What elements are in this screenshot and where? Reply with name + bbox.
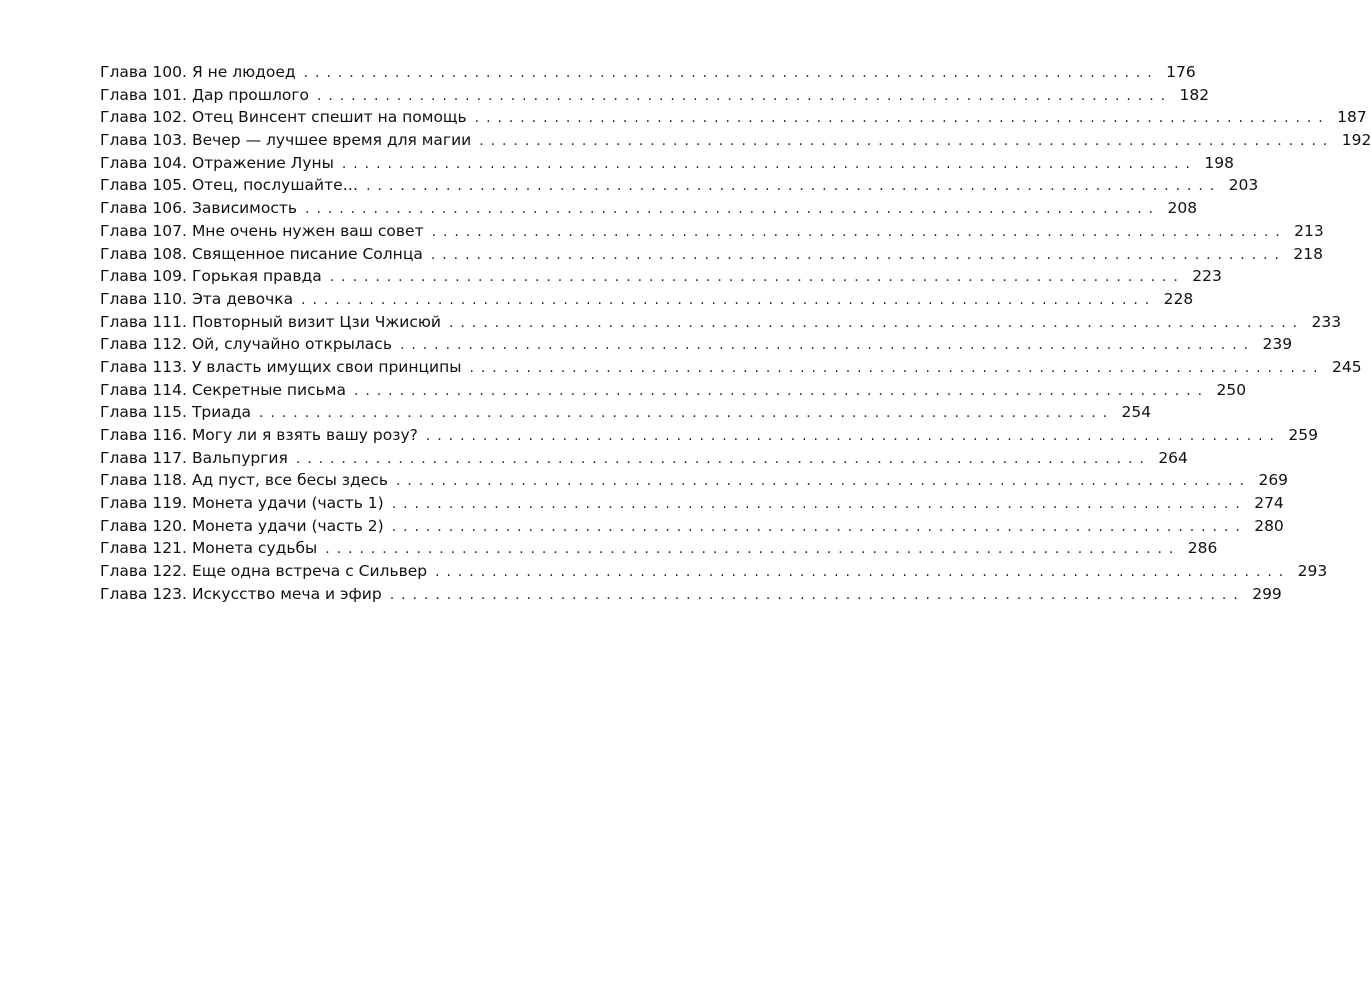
chapter-title: Триада — [191, 403, 252, 422]
dot-leader — [330, 266, 1178, 289]
page-number: 293 — [1297, 562, 1328, 581]
toc-entry — [100, 311, 1342, 334]
chapter-title: У власть имущих свои принципы — [191, 357, 462, 376]
toc-entry — [100, 243, 1323, 266]
toc-entry — [100, 379, 1247, 402]
page-number: 176 — [1166, 63, 1196, 81]
toc-entry — [100, 515, 1284, 538]
dot-leader — [400, 334, 1248, 357]
chapter-title: Горькая правда — [191, 267, 322, 286]
toc-entry — [100, 492, 1284, 515]
page-number: 286 — [1187, 539, 1218, 558]
chapter-title: Отец Винсент спешит на помощь — [191, 108, 467, 127]
table-of-contents — [100, 61, 1371, 606]
chapter-number: Глава 123. — [100, 584, 187, 603]
chapter-number: Глава 121. — [100, 539, 187, 558]
toc-entry — [100, 560, 1328, 583]
chapter-title: Вечер — лучшее время для магии — [191, 131, 472, 150]
page-number: 254 — [1121, 403, 1152, 422]
page-number: 239 — [1262, 335, 1293, 354]
dot-leader — [366, 175, 1214, 198]
page-number: 259 — [1288, 426, 1318, 444]
chapter-title: Я не людоед — [191, 63, 296, 81]
dot-leader — [296, 448, 1144, 471]
page-number: 245 — [1332, 357, 1362, 376]
chapter-number: Глава 114. — [100, 380, 187, 399]
chapter-number: Глава 106. — [100, 199, 187, 218]
chapter-title: Эта девочка — [191, 289, 294, 308]
chapter-number: Глава 104. — [100, 153, 187, 172]
chapter-number: Глава 122. — [100, 562, 187, 581]
chapter-title: Повторный визит Цзи Чжисюй — [191, 312, 441, 331]
chapter-title: Мне очень нужен ваш совет — [191, 221, 424, 240]
dot-leader — [479, 130, 1327, 153]
toc-entry — [100, 333, 1293, 356]
page-number: 264 — [1158, 448, 1188, 467]
toc-entry — [100, 129, 1371, 152]
dot-leader — [354, 380, 1202, 403]
dot-leader — [475, 107, 1323, 130]
dot-leader — [435, 561, 1283, 584]
dot-leader — [342, 153, 1190, 176]
page-number: 233 — [1311, 312, 1342, 331]
chapter-number: Глава 110. — [100, 289, 187, 308]
dot-leader — [431, 244, 1279, 267]
chapter-number: Глава 107. — [100, 221, 187, 240]
chapter-title: Могу ли я взять вашу розу? — [191, 426, 418, 444]
dot-leader — [449, 312, 1297, 335]
chapter-title: Секретные письма — [191, 380, 346, 399]
toc-entry — [100, 583, 1282, 606]
toc-entry — [100, 447, 1188, 470]
page-number: 187 — [1337, 108, 1367, 127]
page-number: 269 — [1258, 471, 1289, 490]
page-number: 274 — [1254, 494, 1284, 513]
page-number: 299 — [1252, 584, 1282, 603]
chapter-title: Монета судьбы — [191, 539, 318, 558]
chapter-title: Ой, случайно открылась — [191, 335, 392, 354]
chapter-title: Искусство меча и эфир — [191, 584, 382, 603]
chapter-title: Ад пуст, все бесы здесь — [191, 471, 388, 490]
dot-leader — [301, 289, 1149, 312]
dot-leader — [392, 516, 1240, 539]
page-number: 213 — [1294, 221, 1324, 240]
page-number: 192 — [1341, 131, 1371, 150]
toc-entry — [100, 469, 1289, 492]
dot-leader — [396, 470, 1244, 493]
chapter-number: Глава 108. — [100, 244, 187, 263]
dot-leader — [390, 584, 1238, 607]
page-number: 218 — [1293, 244, 1323, 263]
chapter-title: Монета удачи (часть 2) — [191, 516, 384, 535]
chapter-title: Отражение Луны — [191, 153, 334, 172]
chapter-number: Глава 120. — [100, 516, 187, 535]
chapter-title: Священное писание Солнца — [191, 244, 423, 263]
chapter-number: Глава 115. — [100, 403, 187, 422]
chapter-number: Глава 100. — [100, 63, 187, 81]
toc-entry — [100, 265, 1222, 288]
toc-entry — [100, 424, 1318, 447]
dot-leader — [259, 402, 1107, 425]
page-number: 228 — [1163, 289, 1194, 308]
dot-leader — [426, 425, 1274, 448]
chapter-number: Глава 103. — [100, 131, 187, 150]
dot-leader — [432, 221, 1280, 244]
chapter-number: Глава 119. — [100, 494, 187, 513]
chapter-number: Глава 118. — [100, 471, 187, 490]
chapter-title: Монета удачи (часть 1) — [191, 494, 384, 513]
chapter-number: Глава 102. — [100, 108, 187, 127]
page-number: 203 — [1228, 176, 1259, 195]
chapter-title: Еще одна встреча с Сильвер — [191, 562, 428, 581]
dot-leader — [470, 357, 1318, 380]
toc-entry — [100, 174, 1259, 197]
toc-entry — [100, 288, 1194, 311]
toc-entry — [100, 61, 1196, 84]
chapter-title: Дар прошлого — [191, 85, 309, 104]
chapter-title: Зависимость — [191, 199, 298, 218]
chapter-number: Глава 116. — [100, 426, 187, 444]
dot-leader — [305, 198, 1153, 221]
chapter-title: Вальпургия — [191, 448, 288, 467]
chapter-number: Глава 109. — [100, 267, 187, 286]
page-number: 223 — [1192, 267, 1222, 286]
toc-entry — [100, 401, 1152, 424]
toc-entry — [100, 106, 1367, 129]
toc-entry — [100, 537, 1218, 560]
dot-leader — [392, 493, 1240, 516]
chapter-title: Отец, послушайте… — [191, 176, 359, 195]
dot-leader — [304, 62, 1152, 85]
toc-entry — [100, 356, 1362, 379]
chapter-number: Глава 113. — [100, 357, 187, 376]
chapter-number: Глава 111. — [100, 312, 187, 331]
page-number: 198 — [1204, 153, 1234, 172]
page-number: 182 — [1179, 85, 1210, 104]
toc-entry — [100, 152, 1234, 175]
dot-leader — [317, 85, 1165, 108]
toc-entry — [100, 220, 1324, 243]
dot-leader — [325, 538, 1173, 561]
chapter-number: Глава 101. — [100, 85, 187, 104]
chapter-number: Глава 105. — [100, 176, 187, 195]
toc-entry — [100, 84, 1210, 107]
chapter-number: Глава 112. — [100, 335, 187, 354]
page-number: 280 — [1254, 516, 1284, 535]
page-number: 250 — [1216, 380, 1247, 399]
toc-entry — [100, 197, 1198, 220]
page-number: 208 — [1167, 199, 1198, 218]
chapter-number: Глава 117. — [100, 448, 187, 467]
